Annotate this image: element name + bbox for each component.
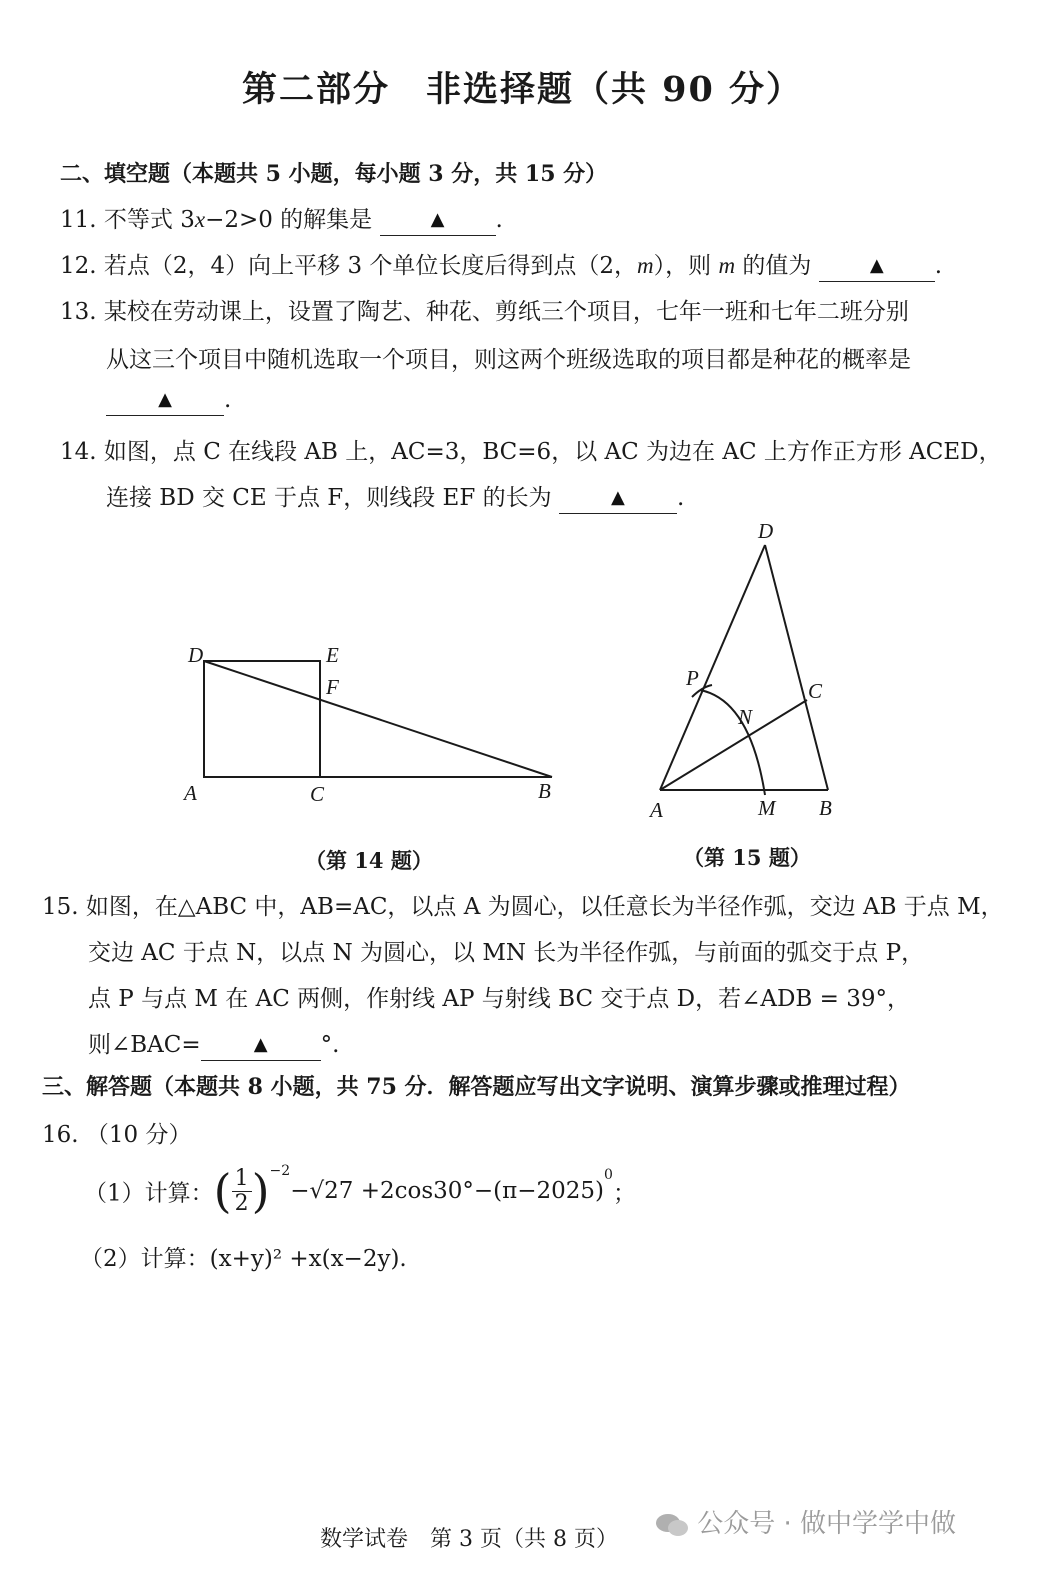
question-text: 如图，在△ABC 中，AB=AC，以点 A 为圆心，以任意长为半径作弧，交边 AB 于点 M， (85, 894, 1004, 920)
punctuation: . (224, 387, 232, 413)
answer-blank (201, 1032, 321, 1061)
label-f: F (326, 675, 339, 699)
variable-x: x (194, 207, 206, 232)
answer-triangle-icon: ▲ (158, 389, 172, 410)
ray-ap (660, 545, 765, 790)
label-p: P (686, 666, 699, 690)
question-number: 14. (60, 439, 97, 465)
question-text: ），则 (653, 253, 719, 279)
label-c: C (808, 679, 823, 703)
part-label: （2）计算： (80, 1246, 210, 1272)
question-12 (60, 247, 942, 282)
label-d: D (188, 643, 204, 667)
answer-blank (819, 253, 935, 282)
answer-blank (559, 485, 677, 514)
exponent: −2 (269, 1163, 291, 1179)
paren-close: ) (251, 1164, 270, 1218)
question-15-line4 (88, 1026, 339, 1061)
question-text: 则∠BAC= (88, 1032, 201, 1058)
question-13-line2: 从这三个项目中随机选取一个项目，则这两个班级选取的项目都是种花的概率是 (106, 347, 911, 373)
section-solve-heading: 三、解答题（本题共 8 小题，共 75 分．解答题应写出文字说明、演算步骤或推理过程） (42, 1074, 911, 1100)
label-d: D (758, 519, 774, 543)
punctuation: . (495, 207, 503, 233)
variable-m: m (718, 253, 736, 278)
label-a: A (184, 781, 197, 805)
question-15-line2: 交边 AC 于点 N，以点 N 为圆心，以 MN 长为半径作弧，与前面的弧交于点 P， (88, 940, 925, 966)
question-15 (42, 888, 1004, 921)
expression: (x+y)² +x(x−2y). (209, 1246, 407, 1272)
label-c: C (310, 782, 325, 806)
question-text: 连接 BD 交 CE 于点 F，则线段 EF 的长为 (106, 485, 552, 511)
punctuation: °. (320, 1032, 340, 1058)
label-a: A (650, 798, 663, 822)
arc-mn (700, 690, 765, 795)
question-16-part1 (84, 1163, 636, 1218)
question-text: 的值为 (735, 253, 812, 279)
part-title (0, 62, 1045, 112)
segment-db (765, 545, 828, 790)
question-text: 不等式 3 (103, 207, 195, 233)
paren-open: ( (213, 1164, 232, 1218)
answer-triangle-icon: ▲ (253, 1034, 268, 1055)
figure-15-caption: （第 15 题） (683, 845, 811, 870)
fraction-one-half (232, 1167, 252, 1216)
label-e: E (326, 643, 339, 667)
label-b: B (819, 796, 832, 820)
punctuation: ； (612, 1180, 636, 1207)
figure-14-caption: （第 14 题） (305, 848, 433, 873)
question-number: 13. (60, 299, 97, 325)
part-subtitle: 非选择题（共 90 分） (425, 69, 804, 110)
question-11 (60, 201, 503, 236)
question-text: −2>0 的解集是 (205, 207, 373, 233)
punctuation: . (934, 253, 943, 279)
question-14-line2 (106, 479, 684, 514)
answer-triangle-icon: ▲ (869, 255, 884, 276)
answer-triangle-icon: ▲ (611, 487, 625, 508)
watermark (655, 1503, 956, 1540)
question-score: （10 分） (85, 1122, 192, 1148)
label-n: N (738, 705, 753, 729)
section-fill-in-heading: 二、填空题（本题共 5 小题，每小题 3 分，共 15 分） (60, 161, 608, 187)
figure-14 (170, 630, 570, 815)
page-footer: 数学试卷 第 3 页（共 8 页） (320, 1527, 618, 1552)
question-16 (42, 1116, 191, 1149)
question-16-part2 (80, 1240, 407, 1273)
figure-15 (640, 515, 860, 830)
segment-bd (204, 661, 552, 777)
variable-m: m (637, 253, 654, 278)
question-text: 某校在劳动课上，设置了陶艺、种花、剪纸三个项目，七年一班和七年二班分别 (103, 299, 909, 325)
watermark-text: 公众号 · 做中学学中做 (697, 1509, 957, 1539)
part-label: 第二部分 (241, 69, 390, 110)
fraction-denominator: 2 (234, 1190, 249, 1216)
fraction-numerator: 1 (232, 1167, 252, 1192)
question-13 (60, 293, 909, 326)
question-15-line3: 点 P 与点 M 在 AC 两侧，作射线 AP 与射线 BC 交于点 D，若∠ADB = 39°， (88, 986, 910, 1012)
question-number: 15. (42, 894, 79, 920)
question-number: 12. (60, 253, 97, 279)
answer-blank (380, 207, 496, 236)
label-m: M (758, 796, 776, 820)
question-14 (60, 433, 1002, 466)
question-text: 如图，点 C 在线段 AB 上，AC=3，BC=6，以 AC 为边在 AC 上方作正方形 ACED， (103, 439, 1002, 465)
label-b: B (538, 779, 551, 803)
wechat-icon (655, 1512, 689, 1538)
expression: −√27 +2cos30°−(π−2025) (290, 1178, 605, 1204)
question-text: 若点（2，4）向上平移 3 个单位长度后得到点（2， (103, 253, 638, 279)
question-number: 16. (42, 1122, 79, 1148)
square-aced (204, 661, 320, 777)
punctuation: . (676, 485, 685, 511)
question-13-answer (106, 387, 231, 416)
answer-triangle-icon: ▲ (430, 209, 445, 230)
answer-blank (106, 387, 224, 416)
exponent: 0 (604, 1167, 613, 1183)
segment-ac (660, 700, 807, 790)
part-label: （1）计算： (84, 1180, 214, 1207)
question-number: 11. (60, 207, 97, 233)
